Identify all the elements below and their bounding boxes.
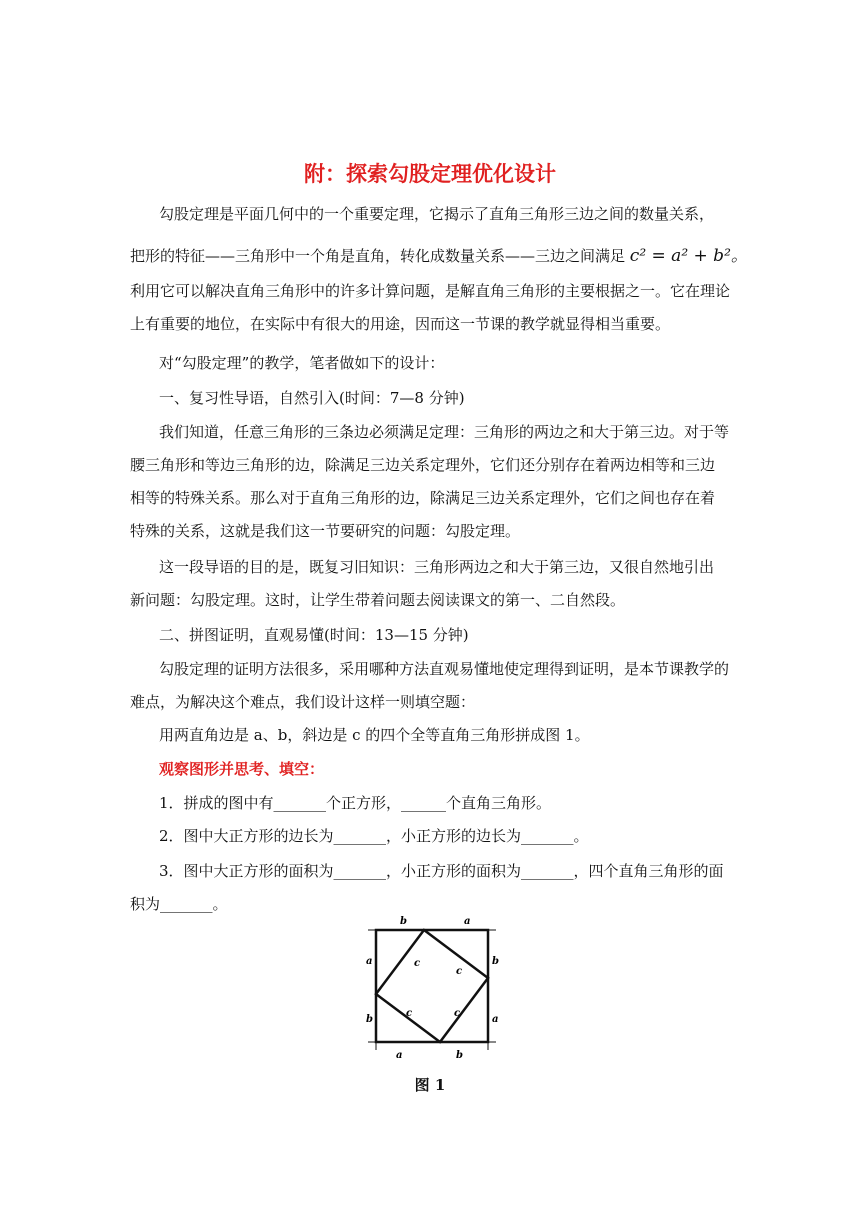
label-right-b: b	[492, 956, 499, 967]
inner-square	[376, 930, 488, 1042]
section-heading: 二、拼图证明，直观易懂(时间：13—15 分钟)	[159, 626, 469, 644]
paragraph-line: 这一段导语的目的是，既复习旧知识：三角形两边之和大于第三边，又很自然地引出	[159, 558, 715, 576]
paragraph-line: 勾股定理的证明方法很多，采用哪种方法直观易懂地使定理得到证明，是本节课教学的	[159, 660, 730, 678]
paragraph-line: 相等的特殊关系。那么对于直角三角形的边，除满足三边关系定理外，它们之间也存在着	[130, 489, 716, 507]
paragraph-line: 对“勾股定理”的教学，笔者做如下的设计：	[159, 354, 445, 372]
question-1: 1．拼成的图中有_______个正方形，______个直角三角形。	[159, 794, 552, 812]
paragraph-line: 新问题：勾股定理。这时，让学生带着问题去阅读课文的第一、二自然段。	[130, 591, 626, 609]
task-heading: 观察图形并思考、填空：	[159, 760, 325, 778]
label-c-top-right: c	[456, 966, 463, 977]
page-title: 附：探索勾股定理优化设计	[304, 162, 556, 186]
paragraph-line: 特殊的关系，这就是我们这一节要研究的问题：勾股定理。	[130, 522, 521, 540]
paragraph-line: 腰三角形和等边三角形的边，除满足三边关系定理外，它们还分别存在着两边相等和三边	[130, 456, 716, 474]
section-heading: 一、复习性导语，自然引入(时间：7—8 分钟)	[159, 389, 465, 407]
label-bottom-a: a	[396, 1050, 403, 1061]
paragraph-line: 上有重要的地位，在实际中有很大的用途，因而这一节课的教学就显得相当重要。	[130, 315, 671, 333]
paragraph-text: 把形的特征——三角形中一个角是直角，转化成数量关系——三边之间满足	[130, 247, 626, 265]
label-c-bottom-right: c	[454, 1008, 461, 1019]
figure-caption: 图 1	[414, 1076, 446, 1094]
paragraph-line-with-equation	[130, 241, 748, 266]
label-right-a: a	[492, 1014, 499, 1025]
question-3: 3．图中大正方形的面积为_______，小正方形的面积为_______，四个直角三角形的面	[159, 862, 724, 880]
question-2: 2．图中大正方形的边长为_______，小正方形的边长为_______。	[159, 827, 589, 845]
pythagoras-square-figure	[360, 912, 510, 1062]
label-top-b: b	[400, 916, 407, 927]
label-top-a: a	[464, 916, 471, 927]
paragraph-line: 用两直角边是 a、b，斜边是 c 的四个全等直角三角形拼成图 1。	[159, 726, 590, 744]
paragraph-line: 勾股定理是平面几何中的一个重要定理，它揭示了直角三角形三边之间的数量关系，	[159, 205, 715, 223]
label-bottom-b: b	[456, 1050, 463, 1061]
paragraph-line: 利用它可以解决直角三角形中的许多计算问题，是解直角三角形的主要根据之一。它在理论	[130, 282, 731, 300]
paragraph-line: 难点，为解决这个难点，我们设计这样一则填空题：	[130, 693, 476, 711]
label-c-bottom-left: c	[406, 1008, 413, 1019]
paragraph-line: 我们知道，任意三角形的三条边必须满足定理：三角形的两边之和大于第三边。对于等	[159, 423, 730, 441]
outer-square	[376, 930, 488, 1042]
label-left-a: a	[366, 956, 373, 967]
label-left-b: b	[366, 1014, 373, 1025]
label-c-top-left: c	[414, 958, 421, 969]
question-3-continued: 积为_______。	[130, 895, 228, 913]
pythagorean-equation: c² = a² + b²。	[629, 246, 748, 266]
